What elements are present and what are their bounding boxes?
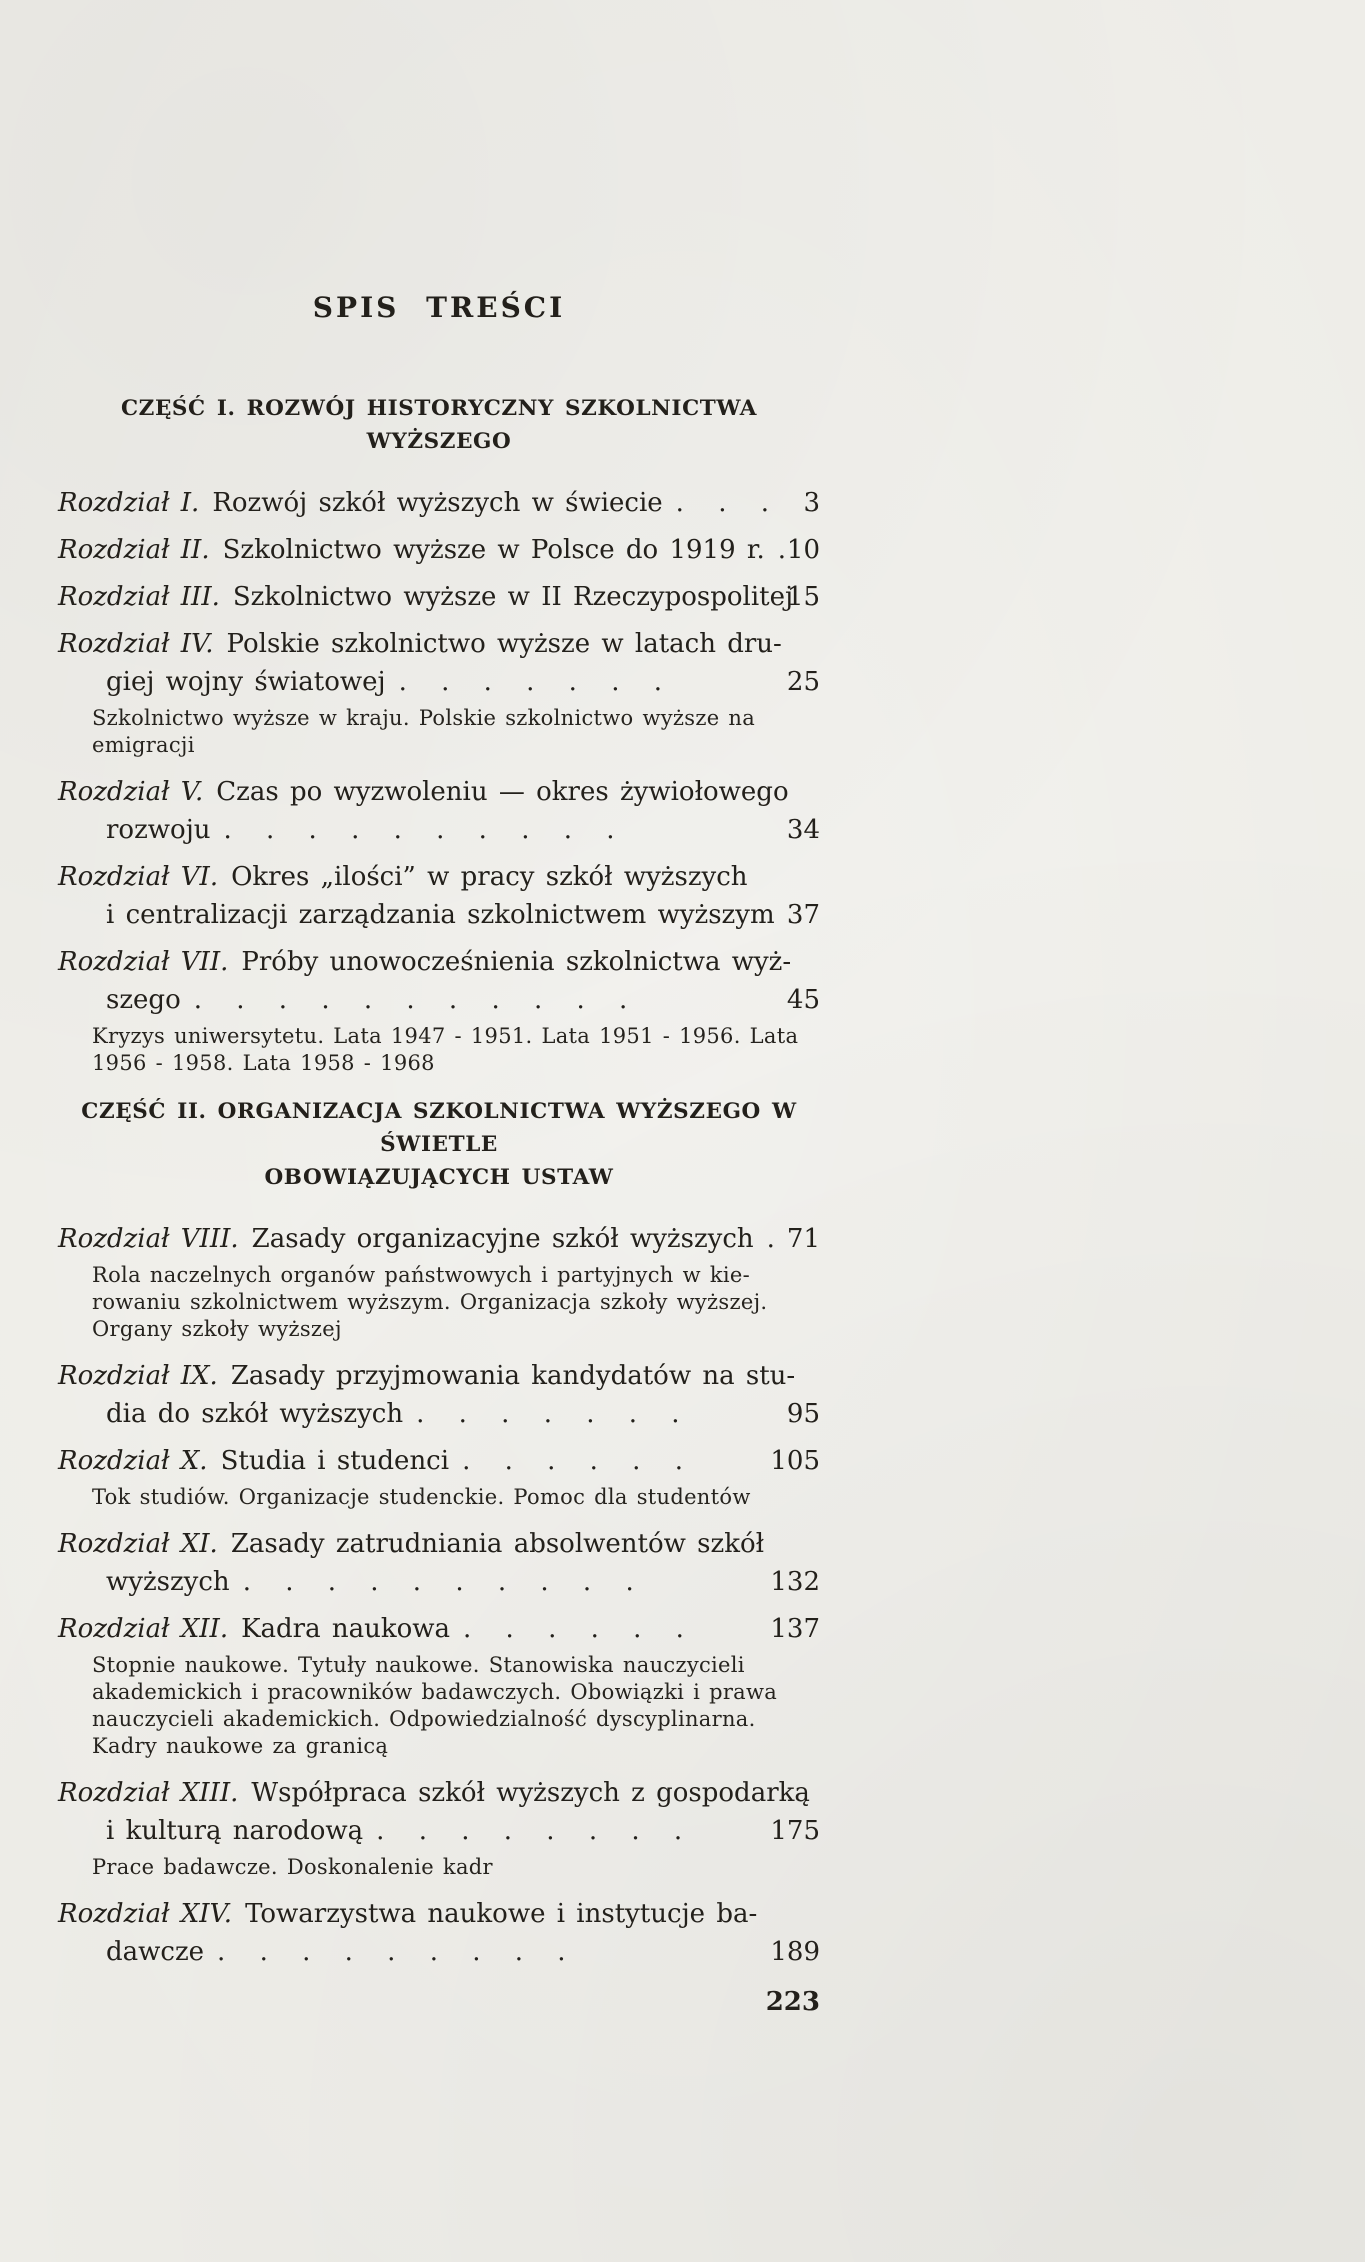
chapter-title-line1: Zasady zatrudniania absolwentów szkół — [230, 1529, 765, 1559]
section-note: Tok studiów. Organizacje studenckie. Pomoc dla studentów — [92, 1485, 751, 1509]
toc-entry-x — [58, 1442, 820, 1511]
toc-entry-line — [58, 1357, 820, 1433]
page-number: 25 — [786, 667, 820, 697]
page-number: 3 — [803, 488, 820, 518]
chapter-title-line1: Zasady przyjmowania kandydatów na stu- — [230, 1361, 796, 1391]
chapter-title-line1: Okres „ilości” w pracy szkół wyższych — [231, 862, 748, 892]
toc-entry-line — [58, 531, 820, 569]
chapter-title: Studia i studenci — [220, 1446, 450, 1476]
toc-entry-line — [58, 858, 820, 934]
chapter-title-line2: dawcze — [106, 1937, 205, 1967]
dot-leader: . . . . . . — [463, 1614, 685, 1644]
toc-entry-viii — [58, 1220, 820, 1343]
toc-entry-iii — [58, 578, 820, 616]
toc-entry-ix — [58, 1357, 820, 1433]
dot-leader: . . . . . . . — [416, 1399, 681, 1429]
page-number: 15 — [786, 582, 820, 612]
chapter-title-line1: Próby unowocześnienia szkolnictwa wyż- — [241, 947, 792, 977]
dot-leader: . . . . . . . . . . — [242, 1567, 635, 1597]
page-number: 95 — [786, 1399, 820, 1429]
chapter-label: Rozdział V. — [58, 777, 204, 807]
page-number: 45 — [786, 985, 820, 1015]
toc-entry-v — [58, 773, 820, 849]
page-number: 105 — [770, 1446, 820, 1476]
chapter-title-line1: Współpraca szkół wyższych z gospodarką — [251, 1778, 810, 1808]
dot-leader: . . . . . . . . . . . — [193, 985, 629, 1015]
dot-leader: . . . . . . . . . — [217, 1937, 567, 1967]
dot-leader: . . . . . . . . — [376, 1816, 684, 1846]
dot-leader: . . . . . . — [462, 1446, 684, 1476]
toc-entry-line — [58, 1220, 820, 1258]
folio-page-number: 223 — [765, 1987, 820, 2017]
toc-entry-ii — [58, 531, 820, 569]
toc-entry-xii — [58, 1610, 820, 1760]
chapter-label: Rozdział II. — [58, 535, 210, 565]
chapter-title-line2: szego — [106, 985, 181, 1015]
page-number: 37 — [786, 900, 820, 930]
page-title: SPIS TREŚCI — [312, 291, 566, 324]
chapter-title: Zasady organizacyjne szkół wyższych — [251, 1224, 754, 1254]
chapter-title-line2: rozwoju — [106, 815, 211, 845]
chapter-title-line1: Towarzystwa naukowe i instytucje ba- — [245, 1899, 758, 1929]
part-ii-heading: CZĘŚĆ II. ORGANIZACJA SZKOLNICTWA WYŻSZEGO W ŚWIETLE OBOWIĄZUJĄCYCH USTAW — [81, 1099, 797, 1190]
toc-entry-line — [58, 484, 820, 522]
chapter-label: Rozdział X. — [58, 1446, 208, 1476]
chapter-label: Rozdział XI. — [58, 1529, 218, 1559]
toc-entry-vii — [58, 943, 820, 1077]
chapter-label: Rozdział IV. — [58, 629, 214, 659]
chapter-title-line2: wyższych — [106, 1567, 230, 1597]
toc-entry-line — [58, 578, 820, 616]
toc-entry-line — [58, 1442, 820, 1480]
section-note: Szkolnictwo wyższe w kraju. Polskie szkolnictwo wyższe na emigracji — [92, 706, 756, 757]
page-number: 10 — [786, 535, 820, 565]
chapter-title-line2: giej wojny światowej — [106, 667, 386, 697]
chapter-label: Rozdział IX. — [58, 1361, 218, 1391]
dot-leader: . — [766, 1224, 776, 1254]
toc-entry-line — [58, 773, 820, 849]
chapter-title-line2: i centralizacji zarządzania szkolnictwem wyższym — [106, 900, 775, 930]
toc-entry-iv — [58, 625, 820, 759]
book-page — [58, 0, 820, 2019]
chapter-label: Rozdział XIII. — [58, 1778, 239, 1808]
toc-entry-line — [58, 1610, 820, 1648]
chapter-title-line1: Polskie szkolnictwo wyższe w latach dru- — [226, 629, 782, 659]
chapter-title: Kadra naukowa — [241, 1614, 451, 1644]
toc-entry-xiv — [58, 1895, 820, 1971]
dot-leader: . — [777, 535, 787, 565]
toc-entry-xiii — [58, 1774, 820, 1881]
chapter-title: Szkolnictwo wyższe w II Rzeczypospolitej — [232, 582, 794, 612]
section-note: Rola naczelnych organów państwowych i partyjnych w kie- rowaniu szkolnictwem wyższym. Organizacja szkoły wyższej. Organy szkoły wyższej — [92, 1263, 768, 1341]
chapter-title: Szkolnictwo wyższe w Polsce do 1919 r. — [222, 535, 765, 565]
part-i-heading: CZĘŚĆ I. ROZWÓJ HISTORYCZNY SZKOLNICTWA WYŻSZEGO — [120, 396, 758, 454]
chapter-title-line2: dia do szkół wyższych — [106, 1399, 404, 1429]
page-number: 189 — [770, 1937, 820, 1967]
chapter-label: Rozdział XII. — [58, 1614, 229, 1644]
toc-entry-line — [58, 1525, 820, 1601]
chapter-title-line2: i kulturą narodową — [106, 1816, 364, 1846]
section-note: Kryzys uniwersytetu. Lata 1947 - 1951. Lata 1951 - 1956. Lata 1956 - 1958. Lata 1958 - 1968 — [92, 1024, 799, 1075]
chapter-label: Rozdział I. — [58, 488, 200, 518]
page-number: 34 — [786, 815, 820, 845]
chapter-label: Rozdział XIV. — [58, 1899, 233, 1929]
dot-leader: . . . . . . . . . . — [223, 815, 616, 845]
toc-entry-line — [58, 943, 820, 1019]
toc-entry-xi — [58, 1525, 820, 1601]
page-number: 71 — [786, 1224, 820, 1254]
dot-leader: . . . . . . . — [398, 667, 664, 697]
dot-leader: . . . — [675, 488, 770, 518]
toc-entry-line — [58, 625, 820, 701]
chapter-label: Rozdział VI. — [58, 862, 219, 892]
toc-entry-line — [58, 1895, 820, 1971]
chapter-label: Rozdział VIII. — [58, 1224, 239, 1254]
chapter-label: Rozdział III. — [58, 582, 220, 612]
section-note: Prace badawcze. Doskonalenie kadr — [92, 1855, 493, 1879]
page-number: 132 — [770, 1567, 820, 1597]
page-number: 175 — [770, 1816, 820, 1846]
toc-entry-vi — [58, 858, 820, 934]
chapter-title-line1: Czas po wyzwoleniu — okres żywiołowego — [216, 777, 789, 807]
chapter-title: Rozwój szkół wyższych w świecie — [212, 488, 663, 518]
toc-entry-line — [58, 1774, 820, 1850]
section-note: Stopnie naukowe. Tytuły naukowe. Stanowiska nauczycieli akademickich i pracowników badawczych. Obowiązki i prawa nauczycieli akademickich. Odpowiedzialność dyscyplinarna. Kadry naukowe za granicą — [92, 1653, 778, 1758]
page-number: 137 — [770, 1614, 820, 1644]
chapter-label: Rozdział VII. — [58, 947, 229, 977]
toc-entry-i — [58, 484, 820, 522]
